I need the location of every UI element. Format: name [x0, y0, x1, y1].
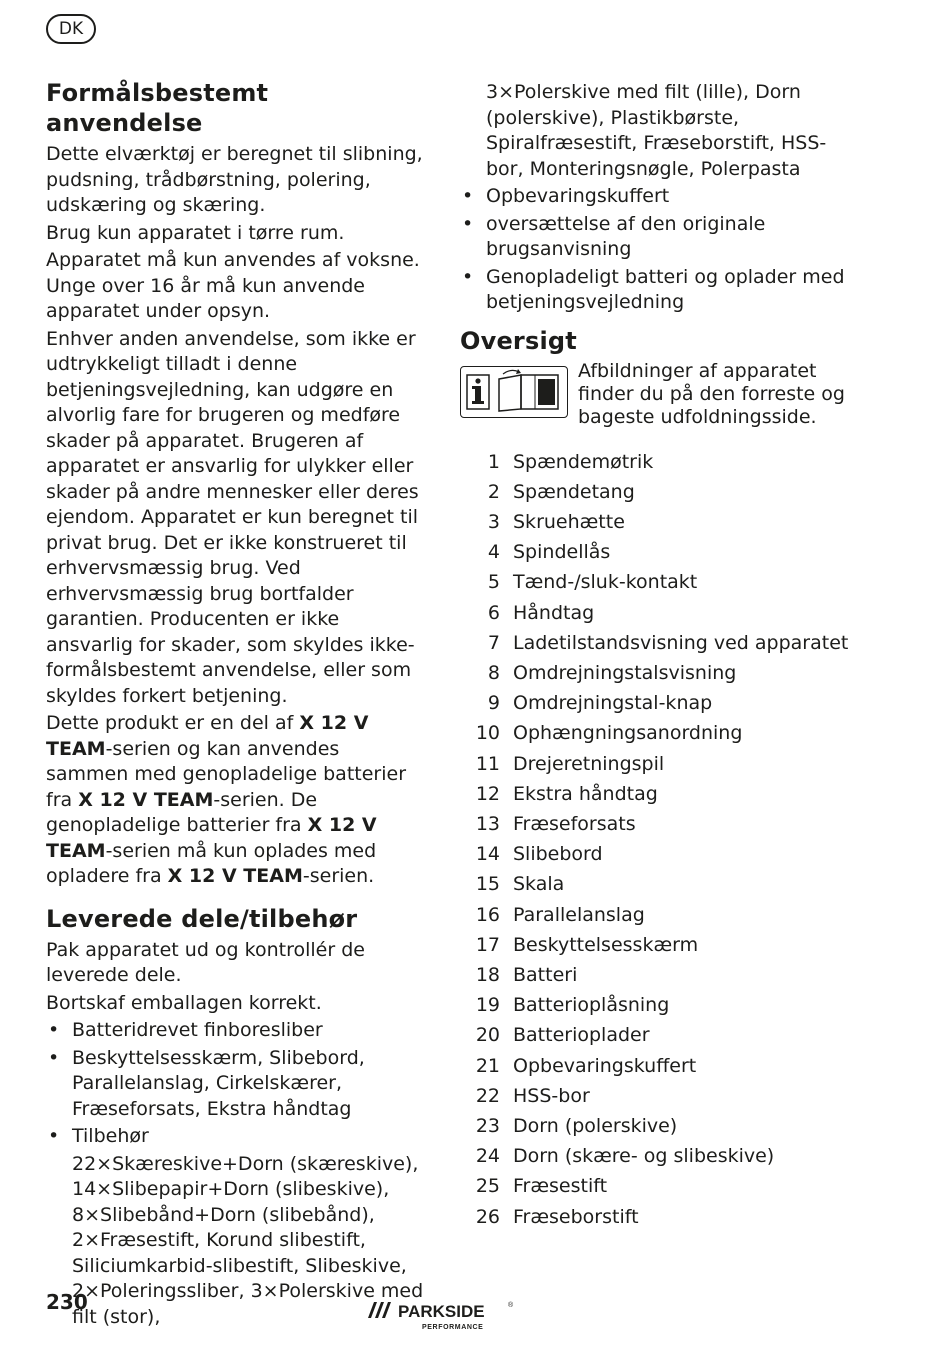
delivered-parts-heading: Leverede dele/tilbehør — [46, 904, 358, 933]
intended-use-paragraph-2: Brug kun apparatet i tørre rum. — [46, 221, 345, 244]
part-label: Batterioplader — [513, 1024, 650, 1047]
series-name: X 12 V TEAM — [46, 712, 369, 760]
part-item — [460, 507, 860, 537]
part-number: 16 — [475, 903, 500, 926]
part-item — [460, 1081, 860, 1111]
part-item — [460, 839, 860, 869]
list-item-text: Tilbehør — [72, 1125, 149, 1147]
list-item-text: Beskyttelsesskærm, Slibebord, Parallelanslag, Cirkelskærer, Fræseforsats, Ekstra håndtag — [72, 1046, 365, 1120]
delivered-list — [46, 1018, 426, 1150]
part-item — [460, 809, 860, 839]
left-column — [46, 78, 426, 1330]
part-number: 18 — [475, 963, 500, 986]
part-label: Håndtag — [513, 601, 595, 624]
list-item — [46, 1046, 426, 1123]
info-note — [460, 360, 860, 429]
page-number: 230 — [46, 1290, 88, 1314]
part-number: 8 — [487, 661, 500, 684]
series-text: -serien. De genopladelige batterier fra — [46, 788, 318, 836]
list-item — [460, 265, 860, 316]
list-item-text: Batteridrevet finboresliber — [72, 1019, 323, 1041]
part-label: Batterioplåsning — [513, 994, 670, 1017]
part-item — [460, 718, 860, 748]
list-item-text: Opbevaringskuffert — [486, 185, 670, 207]
part-label: Ekstra håndtag — [513, 782, 658, 805]
part-number: 22 — [475, 1084, 500, 1107]
delivered-paragraph-2: Bortskaf emballagen korrekt. — [46, 991, 322, 1014]
logo-brand: PARKSIDE — [398, 1302, 485, 1321]
part-number: 15 — [475, 873, 500, 896]
part-item — [460, 1171, 860, 1201]
list-item-text: oversættelse af den originale brugsanvisning — [486, 212, 766, 260]
part-label: Omdrejningstal-knap — [513, 692, 713, 715]
bullet-icon: • — [48, 1046, 60, 1069]
part-label: Tænd-/sluk-kontakt — [513, 571, 698, 594]
part-number: 23 — [475, 1114, 500, 1137]
part-number: 7 — [487, 631, 500, 654]
part-item — [460, 1020, 860, 1050]
part-number: 19 — [475, 994, 500, 1017]
list-item — [46, 1018, 426, 1044]
part-number: 5 — [487, 571, 500, 594]
part-label: Ophængningsanordning — [513, 722, 743, 745]
series-name: X 12 V TEAM — [78, 788, 214, 811]
part-number: 11 — [475, 752, 500, 775]
part-label: HSS-bor — [513, 1084, 590, 1107]
bullet-icon: • — [462, 265, 474, 288]
part-number: 14 — [475, 843, 500, 866]
delivered-paragraph-1: Pak apparatet ud og kontrollér de leverede dele. — [46, 938, 365, 986]
part-number: 21 — [475, 1054, 500, 1077]
part-number: 26 — [475, 1205, 500, 1228]
part-item — [460, 990, 860, 1020]
part-label: Omdrejningstalsvisning — [513, 661, 737, 684]
series-text: Dette produkt er en del af — [46, 712, 300, 734]
part-number: 12 — [475, 782, 500, 805]
part-item — [460, 658, 860, 688]
overview-heading: Oversigt — [460, 326, 577, 355]
intended-use-paragraph-3: Apparatet må kun anvendes af voksne. Unge over 16 år må kun anvende apparatet under opsyn. — [46, 249, 420, 322]
part-item — [460, 1202, 860, 1232]
part-item — [460, 598, 860, 628]
series-text: -serien må kun oplades med opladere fra — [46, 839, 377, 887]
bullet-icon: • — [48, 1125, 60, 1147]
series-name: X 12 V TEAM — [167, 865, 303, 887]
list-item — [460, 212, 860, 263]
list-item-text: Genopladeligt batteri og oplader med betjeningsvejledning — [486, 265, 845, 313]
part-label: Parallelanslag — [513, 903, 645, 926]
part-item — [460, 930, 860, 960]
accessories-text: 22×Skæreskive+Dorn (skæreskive), 14×Slibepapir+Dorn (slibeskive), 8×Slibebånd+Dorn (slibebånd), 2×Fræsestift, Korund slibestift, Siliciumkarbid-slibestift, Slibeskive, 2×Poleringssliber, 3×Polerskive med filt (stor), — [72, 1152, 424, 1328]
intended-use-paragraph-4: Enhver anden anvendelse, som ikke er udtrykkeligt tilladt i denne betjeningsvejledning, kan udgøre en alvorlig fare for brugeren og medføre skader på apparatet. Brugeren af apparatet er ansvarlig for ulykker eller skader på andre mennesker eller deres ejendom. Apparatet er kun beregnet til privat brug. Det er ikke konstrueret til erhvervsmæssig brug. Ved erhvervsmæssig brug bortfalder garantien. Producenten er ikke ansvarlig for skader, som skyldes ikke-formålsbestemt anvendelse, eller som skyldes forkert betjening. — [46, 327, 419, 707]
part-item — [460, 869, 860, 899]
part-number: 9 — [487, 692, 500, 715]
part-item — [460, 900, 860, 930]
info-manual-icon — [460, 366, 568, 418]
list-item — [460, 184, 860, 210]
part-item — [460, 477, 860, 507]
part-label: Spindellås — [513, 541, 611, 564]
part-number: 6 — [487, 601, 500, 624]
right-column — [460, 80, 860, 1232]
part-item — [460, 447, 860, 477]
product-series-paragraph — [46, 711, 426, 890]
part-label: Opbevaringskuffert — [513, 1054, 697, 1077]
accessories-text-continued: 3×Polerskive med filt (lille), Dorn (polerskive), Plastikbørste, Spiralfræsestift, Fræseborstift, HSS-bor, Monteringsnøgle, Polerpasta — [486, 81, 827, 180]
part-number: 2 — [487, 480, 500, 503]
part-label: Ladetilstandsvisning ved apparatet — [513, 631, 849, 654]
part-label: Fræseforsats — [513, 812, 636, 835]
part-number: 1 — [487, 450, 500, 473]
part-number: 3 — [487, 510, 500, 533]
language-badge: DK — [46, 14, 96, 44]
part-label: Dorn (skære- og slibeskive) — [513, 1145, 775, 1168]
bullet-icon: • — [462, 212, 474, 235]
parts-list — [460, 447, 860, 1232]
parkside-logo — [366, 1298, 526, 1334]
part-number: 25 — [475, 1175, 500, 1198]
list-item — [46, 1124, 426, 1150]
part-number: 24 — [475, 1145, 500, 1168]
series-name: X 12 V TEAM — [46, 814, 377, 862]
logo-reg: ® — [508, 1302, 514, 1309]
part-item — [460, 960, 860, 990]
series-text: -serien og kan anvendes sammen med genopladelige batterier fra — [46, 737, 407, 811]
part-label: Fræseborstift — [513, 1205, 639, 1228]
part-item — [460, 688, 860, 718]
part-number: 4 — [487, 541, 500, 564]
part-label: Fræsestift — [513, 1175, 608, 1198]
part-label: Skala — [513, 873, 565, 896]
part-item — [460, 628, 860, 658]
part-label: Drejeretningspil — [513, 752, 665, 775]
part-number: 13 — [475, 812, 500, 835]
bullet-icon: • — [48, 1019, 60, 1041]
part-label: Skruehætte — [513, 510, 625, 533]
intended-use-paragraph-1: Dette elværktøj er beregnet til slibning, pudsning, trådbørstning, polering, udskæring og skæring. — [46, 143, 423, 216]
part-item — [460, 537, 860, 567]
part-label: Dorn (polerskive) — [513, 1114, 678, 1137]
part-number: 10 — [475, 722, 500, 745]
bullet-icon: • — [462, 185, 474, 207]
part-item — [460, 1051, 860, 1081]
series-text: -serien. — [302, 865, 375, 887]
info-note-text: Afbildninger af apparatet finder du på den forreste og bageste udfoldningsside. — [578, 359, 845, 428]
part-item — [460, 1141, 860, 1171]
part-label: Spændetang — [513, 480, 635, 503]
intended-use-heading: Formålsbestemt anvendelse — [46, 79, 269, 137]
part-item — [460, 567, 860, 597]
part-number: 17 — [475, 933, 500, 956]
part-label: Spændemøtrik — [513, 450, 654, 473]
part-label: Beskyttelsesskærm — [513, 933, 699, 956]
part-label: Slibebord — [513, 843, 603, 866]
part-item — [460, 1111, 860, 1141]
part-number: 20 — [475, 1024, 500, 1047]
part-label: Batteri — [513, 963, 578, 986]
delivered-list-continued — [460, 184, 860, 316]
part-item — [460, 779, 860, 809]
logo-sub: PERFORMANCE — [422, 1324, 484, 1331]
part-item — [460, 749, 860, 779]
